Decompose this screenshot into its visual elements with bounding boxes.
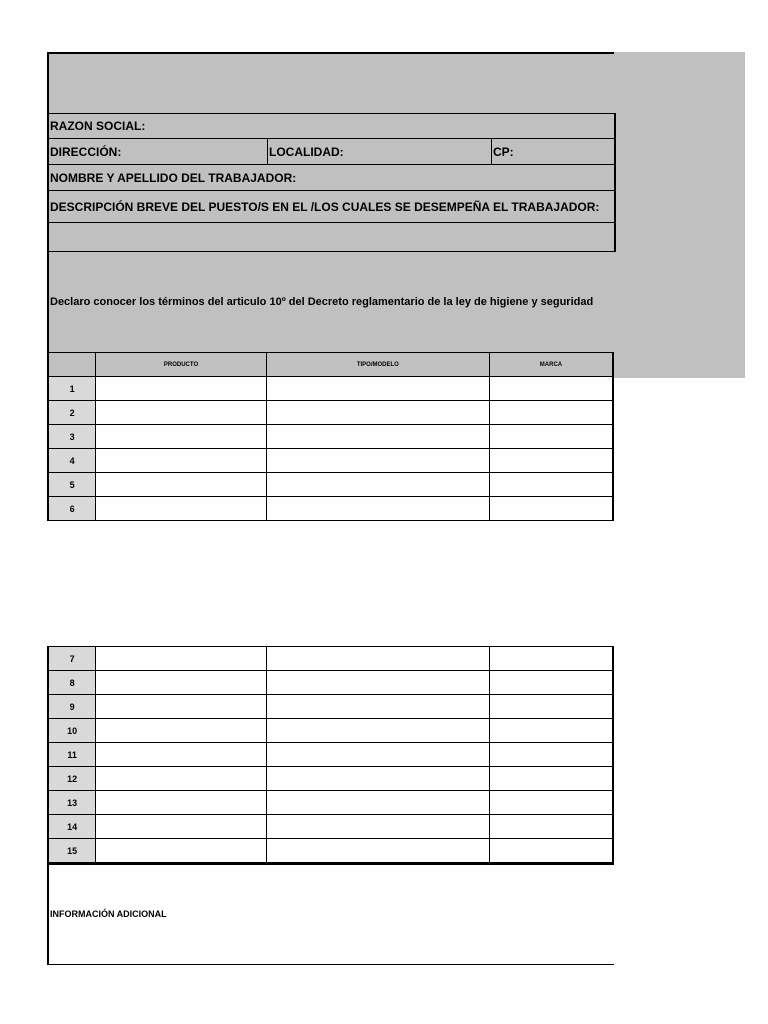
table-row xyxy=(48,473,613,497)
marca-cell[interactable] xyxy=(489,815,613,839)
row-number: 11 xyxy=(48,743,96,767)
gray-overflow-area xyxy=(614,52,745,378)
form-header-block xyxy=(47,52,614,378)
tipo-modelo-cell[interactable] xyxy=(266,791,489,815)
razon-social-row xyxy=(49,113,616,138)
table-row xyxy=(48,449,613,473)
nombre-label: NOMBRE Y APELLIDO DEL TRABAJADOR: xyxy=(50,170,297,185)
direccion-label: DIRECCIÓN: xyxy=(50,144,122,159)
tipo-modelo-cell[interactable] xyxy=(266,647,489,671)
row-number: 14 xyxy=(48,815,96,839)
row-number: 4 xyxy=(48,449,96,473)
marca-cell[interactable] xyxy=(489,449,613,473)
table-row xyxy=(48,425,613,449)
razon-social-label: RAZON SOCIAL: xyxy=(50,119,146,133)
header-tipo-modelo: TIPO/MODELO xyxy=(266,353,489,377)
tipo-modelo-cell[interactable] xyxy=(266,815,489,839)
producto-cell[interactable] xyxy=(96,671,266,695)
declaration-text: Declaro conocer los términos del articulo 10º del Decreto reglamentario de la ley de higiene y seguridad xyxy=(50,296,594,308)
marca-cell[interactable] xyxy=(489,719,613,743)
marca-cell[interactable] xyxy=(489,647,613,671)
descripcion-value-row xyxy=(49,222,616,252)
table-row xyxy=(48,839,613,863)
table-row xyxy=(48,815,613,839)
producto-cell[interactable] xyxy=(96,449,266,473)
table-row xyxy=(48,401,613,425)
producto-cell[interactable] xyxy=(96,377,266,401)
marca-cell[interactable] xyxy=(489,473,613,497)
producto-cell[interactable] xyxy=(96,473,266,497)
informacion-adicional-label: INFORMACIÓN ADICIONAL xyxy=(50,909,167,919)
producto-cell[interactable] xyxy=(96,497,266,521)
tipo-modelo-cell[interactable] xyxy=(266,377,489,401)
tipo-modelo-cell[interactable] xyxy=(266,719,489,743)
tipo-modelo-cell[interactable] xyxy=(266,497,489,521)
tipo-modelo-cell[interactable] xyxy=(266,743,489,767)
row-number: 6 xyxy=(48,497,96,521)
tipo-modelo-cell[interactable] xyxy=(266,671,489,695)
table-row xyxy=(48,791,613,815)
producto-cell[interactable] xyxy=(96,719,266,743)
tipo-modelo-cell[interactable] xyxy=(266,401,489,425)
tipo-modelo-cell[interactable] xyxy=(266,425,489,449)
row-number: 13 xyxy=(48,791,96,815)
row-number: 12 xyxy=(48,767,96,791)
producto-cell[interactable] xyxy=(96,401,266,425)
descripcion-row xyxy=(49,190,616,222)
marca-cell[interactable] xyxy=(489,743,613,767)
informacion-adicional-box[interactable] xyxy=(47,863,614,965)
marca-cell[interactable] xyxy=(489,767,613,791)
tipo-modelo-cell[interactable] xyxy=(266,695,489,719)
marca-cell[interactable] xyxy=(489,377,613,401)
marca-cell[interactable] xyxy=(489,497,613,521)
row-number: 5 xyxy=(48,473,96,497)
marca-cell[interactable] xyxy=(489,401,613,425)
row-number: 2 xyxy=(48,401,96,425)
localidad-label: LOCALIDAD: xyxy=(267,139,492,164)
table-row xyxy=(48,647,613,671)
table-row xyxy=(48,695,613,719)
producto-cell[interactable] xyxy=(96,791,266,815)
row-number: 8 xyxy=(48,671,96,695)
producto-cell[interactable] xyxy=(96,647,266,671)
producto-cell[interactable] xyxy=(96,767,266,791)
producto-cell[interactable] xyxy=(96,425,266,449)
items-table-page1 xyxy=(47,352,614,521)
table-header-row xyxy=(48,353,613,377)
items-table-page2 xyxy=(47,646,614,863)
table-row xyxy=(48,377,613,401)
marca-cell[interactable] xyxy=(489,695,613,719)
table-row xyxy=(48,719,613,743)
tipo-modelo-cell[interactable] xyxy=(266,839,489,863)
cp-label: CP: xyxy=(491,139,616,164)
row-number: 3 xyxy=(48,425,96,449)
tipo-modelo-cell[interactable] xyxy=(266,449,489,473)
tipo-modelo-cell[interactable] xyxy=(266,473,489,497)
marca-cell[interactable] xyxy=(489,671,613,695)
table-row xyxy=(48,743,613,767)
producto-cell[interactable] xyxy=(96,695,266,719)
producto-cell[interactable] xyxy=(96,815,266,839)
row-number: 10 xyxy=(48,719,96,743)
header-num-cell xyxy=(48,353,96,377)
row-number: 9 xyxy=(48,695,96,719)
header-marca: MARCA xyxy=(489,353,613,377)
row-number: 1 xyxy=(48,377,96,401)
marca-cell[interactable] xyxy=(489,839,613,863)
marca-cell[interactable] xyxy=(489,425,613,449)
table-row xyxy=(48,671,613,695)
tipo-modelo-cell[interactable] xyxy=(266,767,489,791)
producto-cell[interactable] xyxy=(96,839,266,863)
nombre-row xyxy=(49,164,616,190)
row-number: 15 xyxy=(48,839,96,863)
producto-cell[interactable] xyxy=(96,743,266,767)
descripcion-label: DESCRIPCIÓN BREVE DEL PUESTO/S EN EL /LOS CUALES SE DESEMPEÑA EL TRABAJADOR: xyxy=(50,199,600,214)
row-number: 7 xyxy=(48,647,96,671)
marca-cell[interactable] xyxy=(489,791,613,815)
table-row xyxy=(48,497,613,521)
table-row xyxy=(48,767,613,791)
direccion-row xyxy=(49,138,616,164)
header-producto: PRODUCTO xyxy=(96,353,266,377)
